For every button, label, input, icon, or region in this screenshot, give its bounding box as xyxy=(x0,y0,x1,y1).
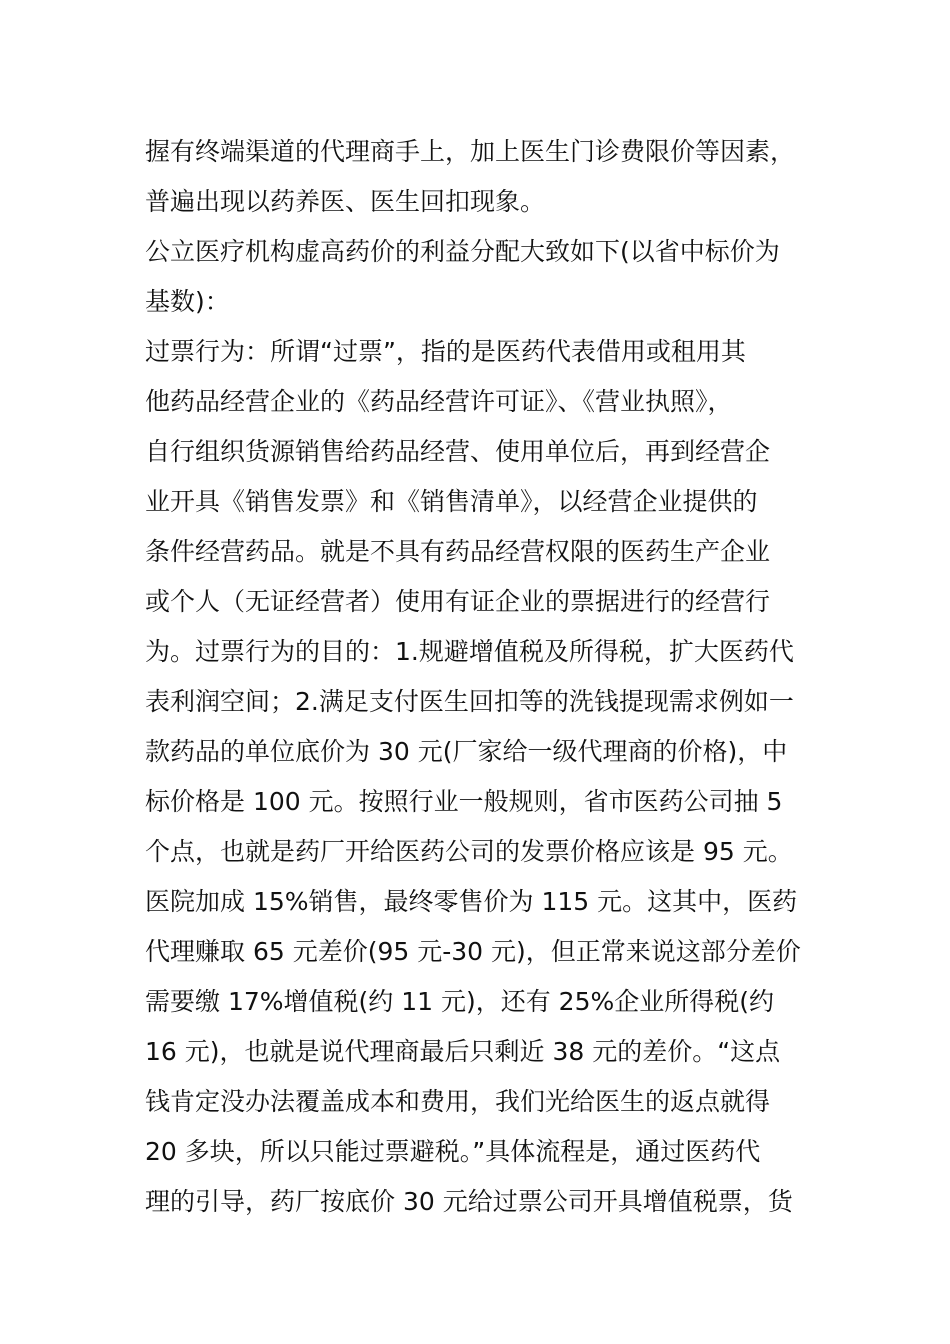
text-line-14: 标价格是 100 元。按照行业一般规则，省市医药公司抽 5 xyxy=(145,787,783,816)
text-line-1: 握有终端渠道的代理商手上，加上医生门诊费限价等因素， xyxy=(145,137,796,166)
text-line-5: 过票行为：所谓“过票”，指的是医药代表借用或租用其 xyxy=(145,337,746,366)
text-line-19: 16 元)，也就是说代理商最后只剩近 38 元的差价。“这点 xyxy=(145,1037,781,1066)
text-line-13: 款药品的单位底价为 30 元(厂家给一级代理商的价格)，中 xyxy=(145,737,788,766)
text-line-3: 公立医疗机构虚高药价的利益分配大致如下(以省中标价为 xyxy=(145,237,780,266)
text-line-22: 理的引导，药厂按底价 30 元给过票公司开具增值税票，货 xyxy=(145,1187,793,1216)
text-line-12: 表利润空间；2.满足支付医生回扣等的洗钱提现需求例如一 xyxy=(145,687,794,716)
text-line-21: 20 多块，所以只能过票避税。”具体流程是，通过医药代 xyxy=(145,1137,761,1166)
text-line-17: 代理赚取 65 元差价(95 元-30 元)，但正常来说这部分差价 xyxy=(145,937,801,966)
text-line-20: 钱肯定没办法覆盖成本和费用，我们光给医生的返点就得 xyxy=(145,1087,771,1116)
text-line-8: 业开具《销售发票》和《销售清单》，以经营企业提供的 xyxy=(145,487,758,516)
text-line-4: 基数)： xyxy=(145,287,230,316)
text-line-6: 他药品经营企业的《药品经营许可证》、《营业执照》， xyxy=(145,387,733,416)
text-line-16: 医院加成 15%销售，最终零售价为 115 元。这其中，医药 xyxy=(145,887,798,916)
text-line-2: 普遍出现以药养医、医生回扣现象。 xyxy=(145,187,546,216)
body-text xyxy=(145,127,825,1227)
text-line-7: 自行组织货源销售给药品经营、使用单位后，再到经营企 xyxy=(145,437,771,466)
text-line-10: 或个人（无证经营者）使用有证企业的票据进行的经营行 xyxy=(145,587,771,616)
text-line-15: 个点，也就是药厂开给医药公司的发票价格应该是 95 元。 xyxy=(145,837,793,866)
text-line-9: 条件经营药品。就是不具有药品经营权限的医药生产企业 xyxy=(145,537,771,566)
text-line-11: 为。过票行为的目的：1.规避增值税及所得税，扩大医药代 xyxy=(145,637,794,666)
text-line-18: 需要缴 17%增值税(约 11 元)，还有 25%企业所得税(约 xyxy=(145,987,774,1016)
